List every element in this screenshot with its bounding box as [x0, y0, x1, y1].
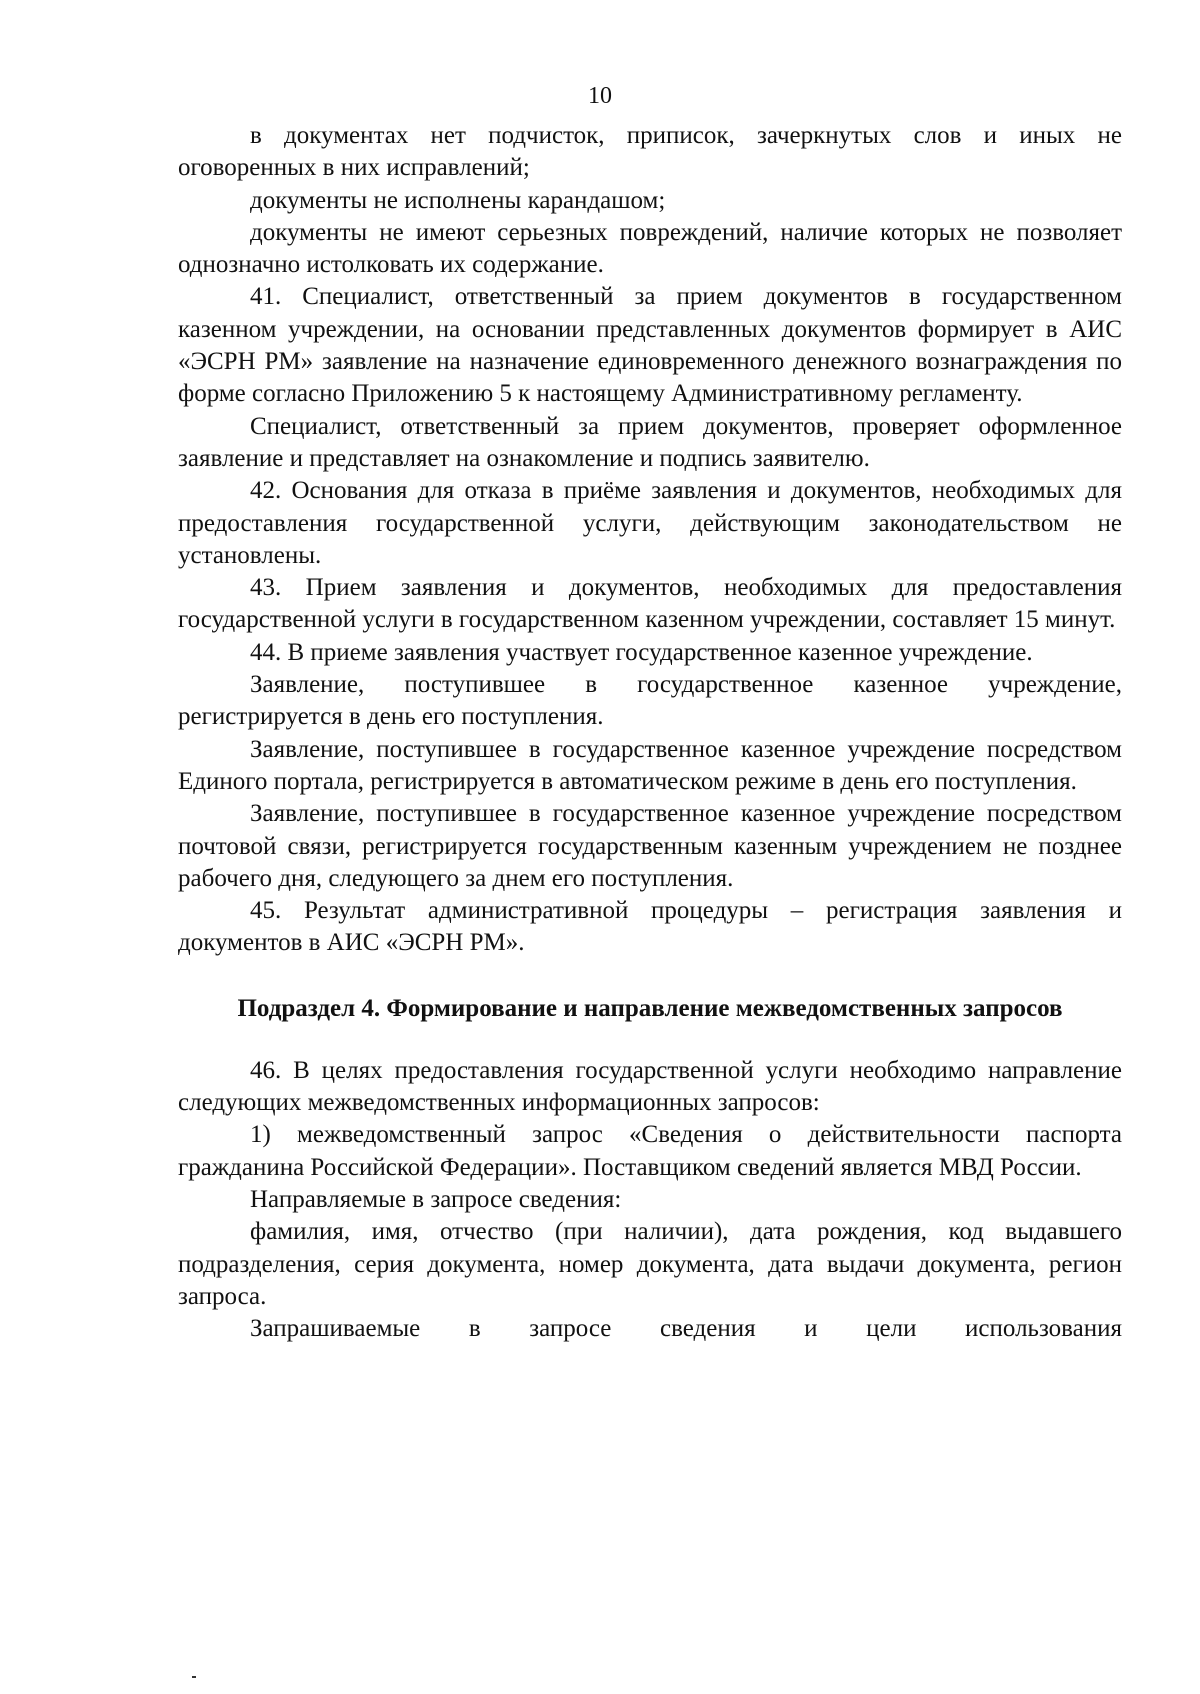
- section-heading: Подраздел 4. Формирование и направление межведомственных запросов: [237, 994, 1063, 1022]
- paragraph: 45. Результат административной процедуры – регистрация заявления и документов в АИС «ЭСРН РМ».: [178, 897, 1122, 957]
- paragraph: 44. В приеме заявления участвует государственное казенное учреждение.: [250, 638, 1033, 666]
- paragraph: 41. Специалист, ответственный за прием документов в государственном казенном учреждении, на основании представленных документов формирует в АИС «ЭСРН РМ» заявление на назначение единовременного денежного вознаграждения по форме согласно Приложению 5 к настоящему Административному регламенту.: [178, 283, 1122, 408]
- paragraph: Направляемые в запросе сведения:: [250, 1185, 622, 1213]
- paragraph: Специалист, ответственный за прием документов, проверяет оформленное заявление и представляет на ознакомление и подпись заявителю.: [178, 412, 1122, 472]
- page-number: 10: [588, 83, 612, 109]
- paragraph: Заявление, поступившее в государственное казенное учреждение посредством Единого портала, регистрируется в автоматическом режиме в день его поступления.: [178, 735, 1122, 795]
- paragraph: Заявление, поступившее в государственное казенное учреждение, регистрируется в день его поступления.: [178, 671, 1122, 731]
- paragraph: в документах нет подчисток, приписок, зачеркнутых слов и иных не оговоренных в них исправлений;: [178, 122, 1122, 182]
- paragraph: 46. В целях предоставления государственной услуги необходимо направление следующих межведомственных информационных запросов:: [178, 1056, 1122, 1117]
- paragraph: документы не имеют серьезных повреждений, наличие которых не позволяет однозначно истолковать их содержание.: [178, 218, 1122, 279]
- document-body: [178, 120, 1122, 1345]
- paragraph: Заявление, поступившее в государственное казенное учреждение посредством почтовой связи, регистрируется государственным казенным учреждением не позднее рабочего дня, следующего за днем его поступления.: [178, 800, 1122, 892]
- paragraph: документы не исполнены карандашом;: [250, 186, 666, 214]
- paragraph: фамилия, имя, отчество (при наличии), дата рождения, код выдавшего подразделения, серия документа, номер документа, дата выдачи документа, регион запроса.: [178, 1218, 1122, 1310]
- paragraph: 42. Основания для отказа в приёме заявления и документов, необходимых для предоставления государственной услуги, действующим законодательством не установлены.: [178, 477, 1122, 569]
- scan-mark: [192, 1676, 196, 1678]
- paragraph: Запрашиваемые в запросе сведения и цели использования: [250, 1315, 1122, 1343]
- paragraph: 43. Прием заявления и документов, необходимых для предоставления государственной услуги в государственном казенном учреждении, составляет 15 минут.: [178, 574, 1122, 634]
- paragraph: 1) межведомственный запрос «Сведения о действительности паспорта гражданина Российской Федерации». Поставщиком сведений является МВД России.: [178, 1121, 1122, 1181]
